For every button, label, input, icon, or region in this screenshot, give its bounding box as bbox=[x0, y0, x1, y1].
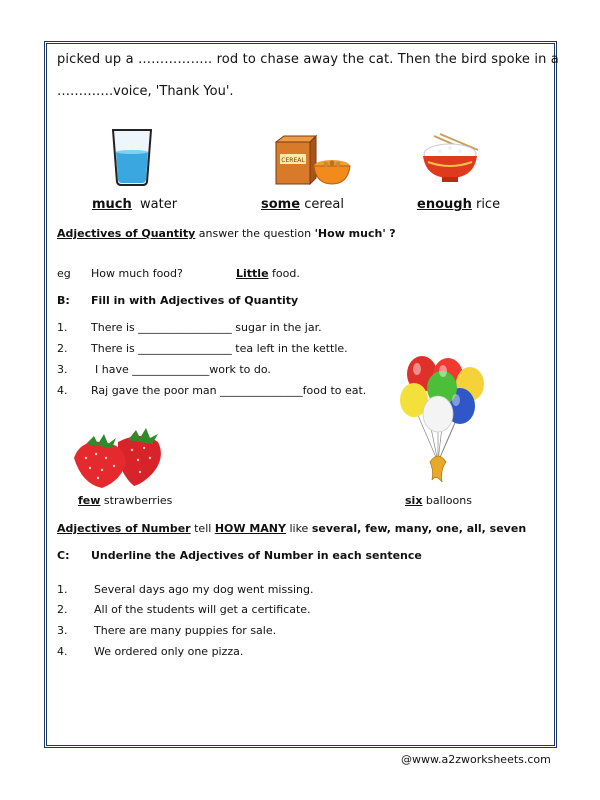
section-b-title: Fill in with Adjectives of Quantity bbox=[91, 294, 299, 307]
number-example-few: few strawberries bbox=[78, 494, 173, 507]
section-b-item-2: There is _________________ tea left in the kettle. bbox=[91, 342, 348, 355]
section-c-num-4: 4. bbox=[57, 645, 68, 658]
section-c-num-2: 2. bbox=[57, 603, 68, 616]
section-b-num-4: 4. bbox=[57, 384, 68, 397]
cereal-box-and-bowl-icon bbox=[274, 136, 352, 186]
quantity-rule: Adjectives of Quantity answer the question 'How much' ? bbox=[57, 227, 396, 240]
svg-text:CEREAL: CEREAL bbox=[281, 157, 305, 164]
example-answer: Little food. bbox=[236, 267, 300, 280]
section-c-title: Underline the Adjectives of Number in each sentence bbox=[91, 549, 422, 562]
section-b-item-3: I have ______________work to do. bbox=[95, 363, 271, 376]
quantity-example-some: some cereal bbox=[261, 197, 344, 212]
section-c-item-1: Several days ago my dog went missing. bbox=[94, 583, 314, 596]
strawberries-icon bbox=[72, 428, 164, 490]
section-c-item-3: There are many puppies for sale. bbox=[94, 624, 277, 637]
section-b-num-2: 2. bbox=[57, 342, 68, 355]
story-line-2: ………….voice, 'Thank You'. bbox=[57, 84, 234, 99]
rice-bowl-icon bbox=[420, 132, 480, 184]
footer-website: @www.a2zworksheets.com bbox=[401, 753, 551, 766]
section-b-item-1: There is _________________ sugar in the jar. bbox=[91, 321, 322, 334]
balloons-icon bbox=[396, 354, 488, 488]
section-c-num-3: 3. bbox=[57, 624, 68, 637]
section-c-item-2: All of the students will get a certificate. bbox=[94, 603, 311, 616]
quantity-example-much: much water bbox=[92, 197, 178, 212]
section-b-letter: B: bbox=[57, 294, 70, 307]
section-b-num-3: 3. bbox=[57, 363, 68, 376]
section-b-num-1: 1. bbox=[57, 321, 68, 334]
example-question: How much food? bbox=[91, 267, 183, 280]
section-c-item-4: We ordered only one pizza. bbox=[94, 645, 244, 658]
glass-of-water-icon bbox=[110, 128, 154, 186]
section-c-num-1: 1. bbox=[57, 583, 68, 596]
number-rule: Adjectives of Number tell HOW MANY like several, few, many, one, all, seven bbox=[57, 522, 527, 535]
section-b-item-4: Raj gave the poor man _______________food to eat. bbox=[91, 384, 367, 397]
number-example-six: six balloons bbox=[405, 494, 472, 507]
example-label: eg bbox=[57, 267, 71, 280]
quantity-example-enough: enough rice bbox=[417, 197, 501, 212]
section-c-letter: C: bbox=[57, 549, 70, 562]
story-line-1: picked up a …………….. rod to chase away the cat. Then the bird spoke in a bbox=[57, 52, 559, 67]
